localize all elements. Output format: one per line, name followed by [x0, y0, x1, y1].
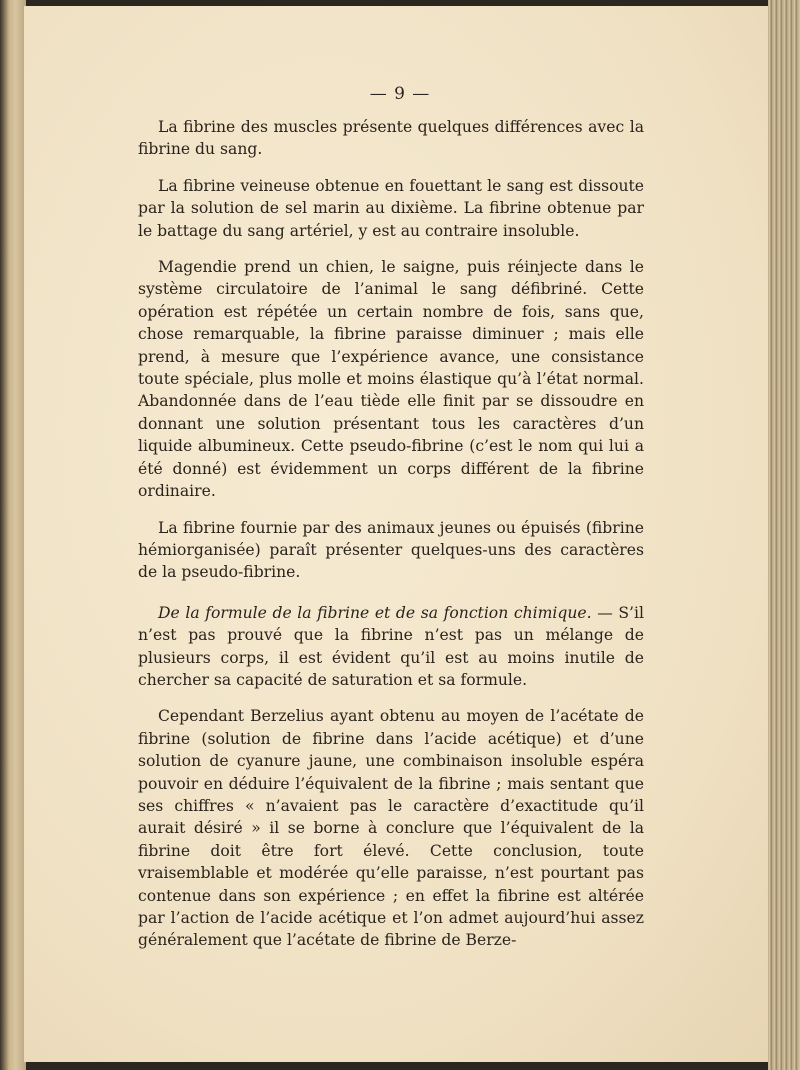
paragraph-body: — S’il n’est pas prouvé que la fibrine n’est pas un mélange de plusieurs corps, il est évident qu’il est au moins inutile de chercher sa capacité de saturation et sa formule.	[138, 603, 644, 689]
book-gutter-edge	[0, 0, 26, 1070]
paragraph: La fibrine fournie par des animaux jeunes ou épuisés (fibrine hémiorganisée) paraît présenter quelques-uns des caractères de la pseudo-fibrine.	[138, 518, 644, 582]
paragraph: Cependant Berzelius ayant obtenu au moyen de l’acétate de fibrine (solution de fibrine dans l’acide acétique) et d’une solution de cyanure jaune, une combinaison insoluble espéra pouvoir en déduire l’équivalent de la fibrine ; mais sentant que ses chiffres « n’avaient pas le caractère d’exactitude qu’il aurait désiré » il se borne à conclure que l’équivalent de la fibrine doit être fort élevé. Cette conclusion, toute vraisemblable et modérée qu’elle paraisse, n’est pourtant pas contenue dans son expérience ; en effet la fibrine est altérée par l’action de l’acide acétique et l’on admet aujourd’hui assez généralement que l’acétate de fibrine de Berze-	[138, 707, 644, 950]
page-number: — 9 —	[369, 84, 431, 104]
section-heading: De la formule de la fibrine et de sa fonction chimique.	[158, 603, 592, 622]
paragraph: Magendie prend un chien, le saigne, puis réinjecte dans le système circulatoire de l’animal le sang défibriné. Cette opération est répétée un certain nombre de fois, sans que, chose remarquable, la fibrine paraisse diminuer ; mais elle prend, à mesure que l’expérience avance, une consistance toute spéciale, plus molle et moins élastique qu’à l’état normal. Abandonnée dans de l’eau tiède elle finit par se dissoudre en donnant une solution présentant tous les caractères d’un liquide albumineux. Cette pseudo-fibrine (c’est le nom qui lui a été donné) est évidemment un corps différent de la fibrine ordinaire.	[138, 258, 644, 501]
paragraph: La fibrine des muscles présente quelques différences avec la fibrine du sang.	[138, 118, 644, 159]
paragraph-with-heading	[138, 602, 644, 692]
paragraph: La fibrine veineuse obtenue en fouettant le sang est dissoute par la solution de sel marin au dixième. La fibrine obtenue par le battage du sang artériel, y est au contraire insoluble.	[138, 176, 644, 240]
page-stack-edge	[768, 0, 800, 1070]
body-text	[138, 116, 644, 966]
